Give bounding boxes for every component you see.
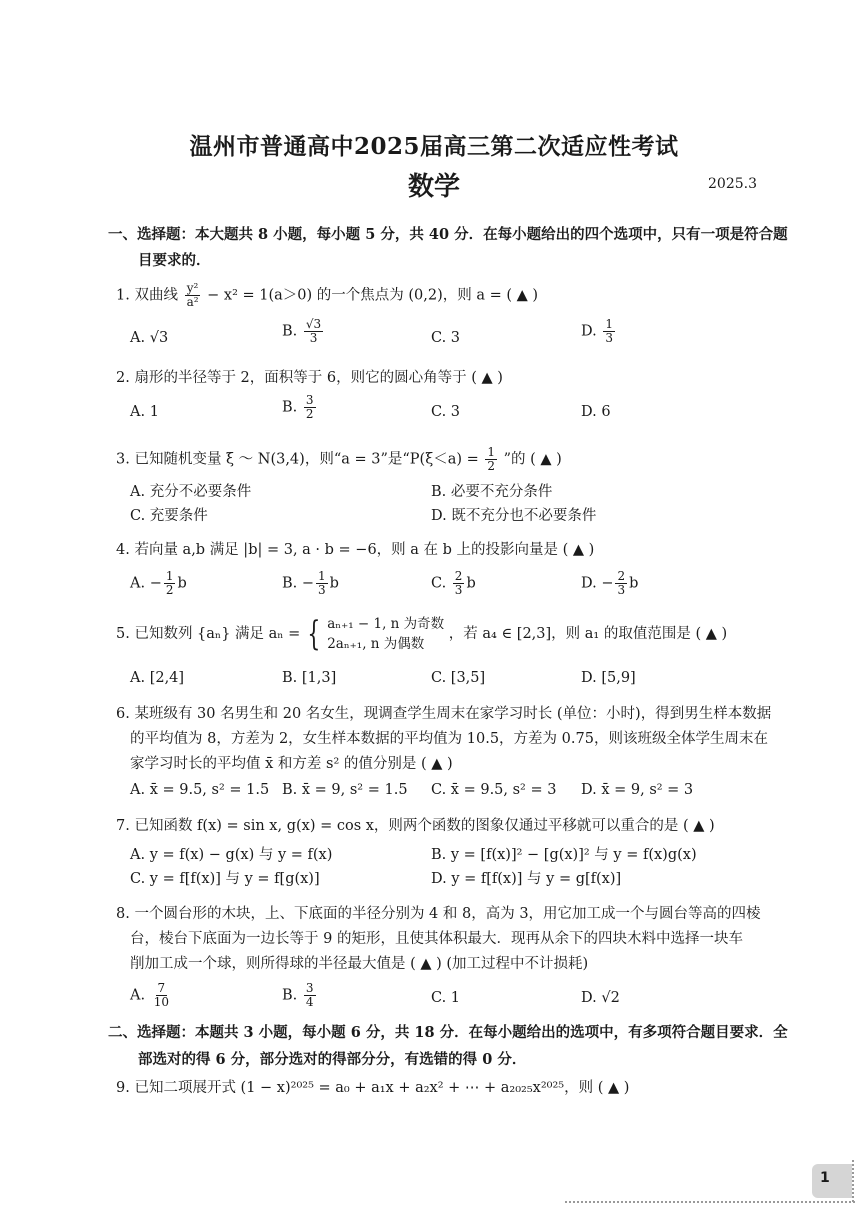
q7-option-c: C. y = f[f(x)] 与 y = f[g(x)] [130,871,320,887]
frac-numerator: 1 [165,569,174,583]
q2-option-c [431,402,460,422]
left-brace-icon: { [307,614,321,654]
option-tail: b [466,575,476,592]
option-label: D. [581,323,597,340]
section-1-heading-cont: 目要求的． [138,252,211,269]
q7-option-b: B. y = [f(x)]² − [g(x)]² 与 y = f(x)g(x) [431,847,697,863]
q4-option-c [431,570,476,597]
frac-denominator: 10 [153,995,169,1009]
q1-option-b [282,318,325,345]
question-8-line-3: 削加工成一个球，则所得球的半径最大值是 ( ▲ ) (加工过程中不计损耗) [130,956,589,972]
option-value: 6 [601,404,611,420]
question-4: 4. 若向量 a,b 满足 |b| = 3, a · b = −6，则 a 在 b 上的投影向量是 ( ▲ ) [116,542,595,558]
option-label: C. [431,404,447,420]
q5-option-c: C. [3,5] [431,670,486,686]
section-2-heading: 二、选择题：本题共 3 小题，每小题 6 分，共 18 分．在每小题给出的选项中，有多项符合题目要求．全 [108,1024,788,1041]
option-value: 1 [450,990,461,1006]
question-6-line-2: 的平均值为 8，方差为 2，女生样本数据的平均值为 10.5，方差为 0.75，则该班级全体学生周末在 [130,731,768,747]
option-label: C. [431,575,447,592]
q3-option-a: A. 充分不必要条件 [130,484,252,500]
frac-numerator: 2 [454,569,463,583]
question-8-line-2: 台，棱台下底面为一边长等于 9 的矩形，且使其体积最大．现再从余下的四块木料中选择一块车 [130,931,743,947]
q8-option-c [431,988,460,1008]
q7-option-d: D. y = f[f(x)] 与 y = g[f(x)] [431,871,622,887]
option-tail: b [629,575,639,592]
q8-option-a [130,982,173,1009]
question-5-suffix: ，若 a₄ ∈ [2,3]，则 a₁ 的取值范围是 ( ▲ ) [448,626,728,642]
frac-numerator: 1 [487,445,496,459]
option-label: C. [431,330,447,346]
option-fraction [615,570,627,597]
question-5-cases [327,614,444,654]
option-fraction [316,570,328,597]
option-label: A. [130,330,146,346]
question-5-prefix: 5. 已知数列 {aₙ} 满足 aₙ = [116,626,301,642]
option-value: 3 [450,404,461,420]
option-label: C. [431,990,447,1006]
q2-option-d [581,402,611,422]
q4-option-d [581,570,638,597]
frac-denominator: 2 [165,583,174,597]
frac-numerator: 7 [157,981,166,995]
option-label: B. [282,399,298,416]
option-value: √2 [601,990,620,1006]
page-number-tab [812,1164,852,1198]
page-number: 1 [820,1170,830,1186]
question-6-line-1: 6. 某班级有 30 名男生和 20 名女生，现调查学生周末在家学习时长 (单位：小时)，得到男生样本数据 [116,706,772,722]
footer-dotted-line [565,1201,855,1203]
section-2-heading-cont: 部选对的得 6 分，部分选对的得部分分，有选错的得 0 分． [138,1051,527,1068]
q1-option-d [581,318,617,345]
question-7: 7. 已知函数 f(x) = sin x, g(x) = cos x，则两个函数的图象仅通过平移就可以重合的是 ( ▲ ) [116,818,715,834]
question-9: 9. 已知二项展开式 (1 − x)²⁰²⁵ = a₀ + a₁x + a₂x² + ⋯ + a₂₀₂₅x²⁰²⁵，则 ( ▲ ) [116,1080,630,1096]
option-tail: b [329,575,339,592]
q5-option-b: B. [1,3] [282,670,337,686]
question-6-line-3: 家学习时长的平均值 x̄ 和方差 s² 的值分别是 ( ▲ ) [130,756,453,772]
q2-option-a [130,402,159,422]
frac-numerator: 3 [305,393,314,407]
question-3-suffix: ”的 ( ▲ ) [503,451,562,468]
option-label: D. [581,990,597,1006]
question-3 [116,446,562,473]
q3-option-c: C. 充要条件 [130,508,208,524]
frac-denominator: a² [186,295,199,309]
exam-title: 温州市普通高中2025届高三第二次适应性考试 [189,133,679,160]
q8-option-b [282,982,318,1009]
frac-numerator: √3 [305,317,322,331]
question-5 [116,614,727,654]
q6-option-c: C. x̄ = 9.5, s² = 3 [431,782,557,798]
q4-option-b [282,570,339,597]
frac-denominator: 4 [305,995,314,1009]
option-fraction [164,570,176,597]
q6-option-b: B. x̄ = 9, s² = 1.5 [282,782,408,798]
q1-option-a [130,328,168,348]
frac-numerator: 2 [617,569,626,583]
section-1-heading: 一、选择题：本大题共 8 小题，每小题 5 分，共 40 分．在每小题给出的四个选项中，只有一项是符合题 [108,226,788,243]
case-even: 2aₙ₊₁, n 为偶数 [327,636,425,652]
frac-denominator: 3 [617,583,626,597]
option-label: B. [282,987,298,1004]
frac-denominator: 3 [454,583,463,597]
frac-denominator: 2 [487,459,496,473]
q7-option-a: A. y = f(x) − g(x) 与 y = f(x) [130,847,333,863]
option-label: A. − [130,575,162,592]
question-1-fraction [185,282,201,309]
footer-dotted-line-vertical [852,1160,854,1202]
q3-option-b: B. 必要不充分条件 [431,484,553,500]
frac-denominator: 2 [305,407,314,421]
question-1-suffix: − x² = 1(a＞0) 的一个焦点为 (0,2)，则 a = ( ▲ ) [207,287,539,304]
q4-option-a [130,570,187,597]
case-odd: aₙ₊₁ − 1, n 为奇数 [327,616,445,632]
frac-denominator: 3 [605,331,613,345]
frac-numerator: y² [186,281,199,295]
option-fraction [304,394,316,421]
option-fraction [152,982,171,1009]
option-value: 3 [450,330,461,346]
option-fraction [453,570,465,597]
question-2: 2. 扇形的半径等于 2，面积等于 6，则它的圆心角等于 ( ▲ ) [116,370,503,386]
option-fraction [304,982,316,1009]
option-value: √3 [149,330,169,346]
option-label: D. [581,404,597,420]
option-label: B. − [282,575,315,592]
subject-title: 数学 [407,172,460,202]
question-1-prefix: 1. 双曲线 [116,287,178,304]
frac-numerator: 3 [305,981,314,995]
q5-option-d: D. [5,9] [581,670,636,686]
option-value: 1 [149,404,159,420]
question-8-line-1: 8. 一个圆台形的木块，上、下底面的半径分别为 4 和 8，高为 3，用它加工成一个与圆台等高的四棱 [116,906,761,922]
q1-option-c [431,328,460,348]
frac-denominator: 3 [318,583,326,597]
option-label: A. [130,987,146,1004]
option-label: A. [130,404,146,420]
q2-option-b [282,394,318,421]
question-3-prefix: 3. 已知随机变量 ξ ～ N(3,4)，则“a = 3”是“P(ξ＜a) = [116,451,479,468]
frac-denominator: 3 [309,331,318,345]
option-fraction [304,318,323,345]
frac-numerator: 1 [318,569,326,583]
question-1 [116,282,538,309]
option-tail: b [177,575,187,592]
q6-option-d: D. x̄ = 9, s² = 3 [581,782,694,798]
q5-option-a: A. [2,4] [130,670,185,686]
option-label: B. [282,323,298,340]
question-3-fraction [485,446,497,473]
option-fraction [603,318,615,345]
frac-numerator: 1 [605,317,613,331]
q3-option-d: D. 既不充分也不必要条件 [431,508,597,524]
q6-option-a: A. x̄ = 9.5, s² = 1.5 [130,782,270,798]
option-label: D. − [581,575,614,592]
q8-option-d [581,988,620,1008]
exam-date: 2025.3 [708,176,757,192]
